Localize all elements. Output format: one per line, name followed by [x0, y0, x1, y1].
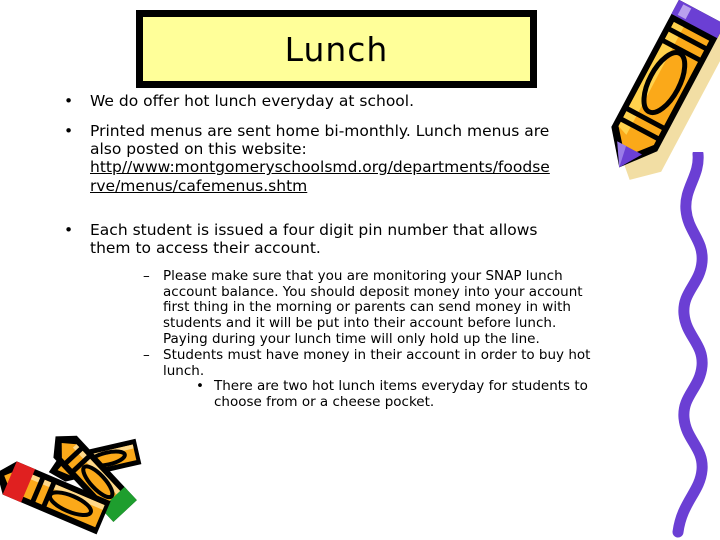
list-item [46, 92, 658, 110]
list-item-text-line: Printed menus are sent home bi-monthly. Lunch menus are [90, 122, 550, 141]
website-url-line[interactable]: http//www:montgomeryschoolsmd.org/departments/foodse [90, 158, 550, 177]
sub-list-item [46, 269, 658, 348]
dash-marker-icon: – [143, 267, 150, 284]
sub-sub-list-item [46, 379, 658, 411]
sub-list-item-text-line: Please make sure that you are monitoring your SNAP lunch [163, 267, 563, 284]
crayons-icon [0, 424, 182, 540]
page-title: Lunch [284, 29, 389, 69]
sub-list-item-text-line: Paying during your lunch time will only hold up the line. [163, 331, 540, 347]
website-url-line[interactable]: rve/menus/cafemenus.shtm [90, 176, 308, 195]
sub-list-item-text-line: Students must have money in their account in order to buy hot [163, 346, 591, 363]
list-item-text-line: also posted on this website: [90, 140, 307, 159]
bullet-marker-icon: • [196, 378, 204, 395]
bullet-marker-icon: • [64, 122, 74, 141]
sub-sub-list-item-text-line: choose from or a cheese pocket. [214, 394, 435, 411]
sub-list-item [46, 348, 658, 380]
spacer [46, 207, 658, 221]
sub-list-item-text-line: lunch. [163, 362, 205, 379]
list-item-text: We do offer hot lunch everyday at school. [90, 92, 415, 110]
bullet-marker-icon: • [64, 220, 74, 239]
dash-marker-icon: – [143, 346, 150, 363]
list-item-text-line: Each student is issued a four digit pin number that allows [90, 220, 538, 239]
slide-body [46, 92, 658, 411]
sub-list-item-text-line: account balance. You should deposit money into your account [163, 283, 583, 300]
sub-list-item-text-line: students and it will be put into their account before lunch. [163, 315, 557, 332]
slide-title-box [136, 10, 537, 88]
list-item-text-line: them to access their account. [90, 238, 321, 257]
list-item [46, 122, 658, 195]
bullet-marker-icon: • [64, 92, 74, 110]
list-item [46, 221, 658, 257]
sub-sub-list-item-text-line: There are two hot lunch items everyday for students to [214, 378, 588, 395]
sub-list-item-text-line: first thing in the morning or parents can send money in with [163, 299, 571, 316]
